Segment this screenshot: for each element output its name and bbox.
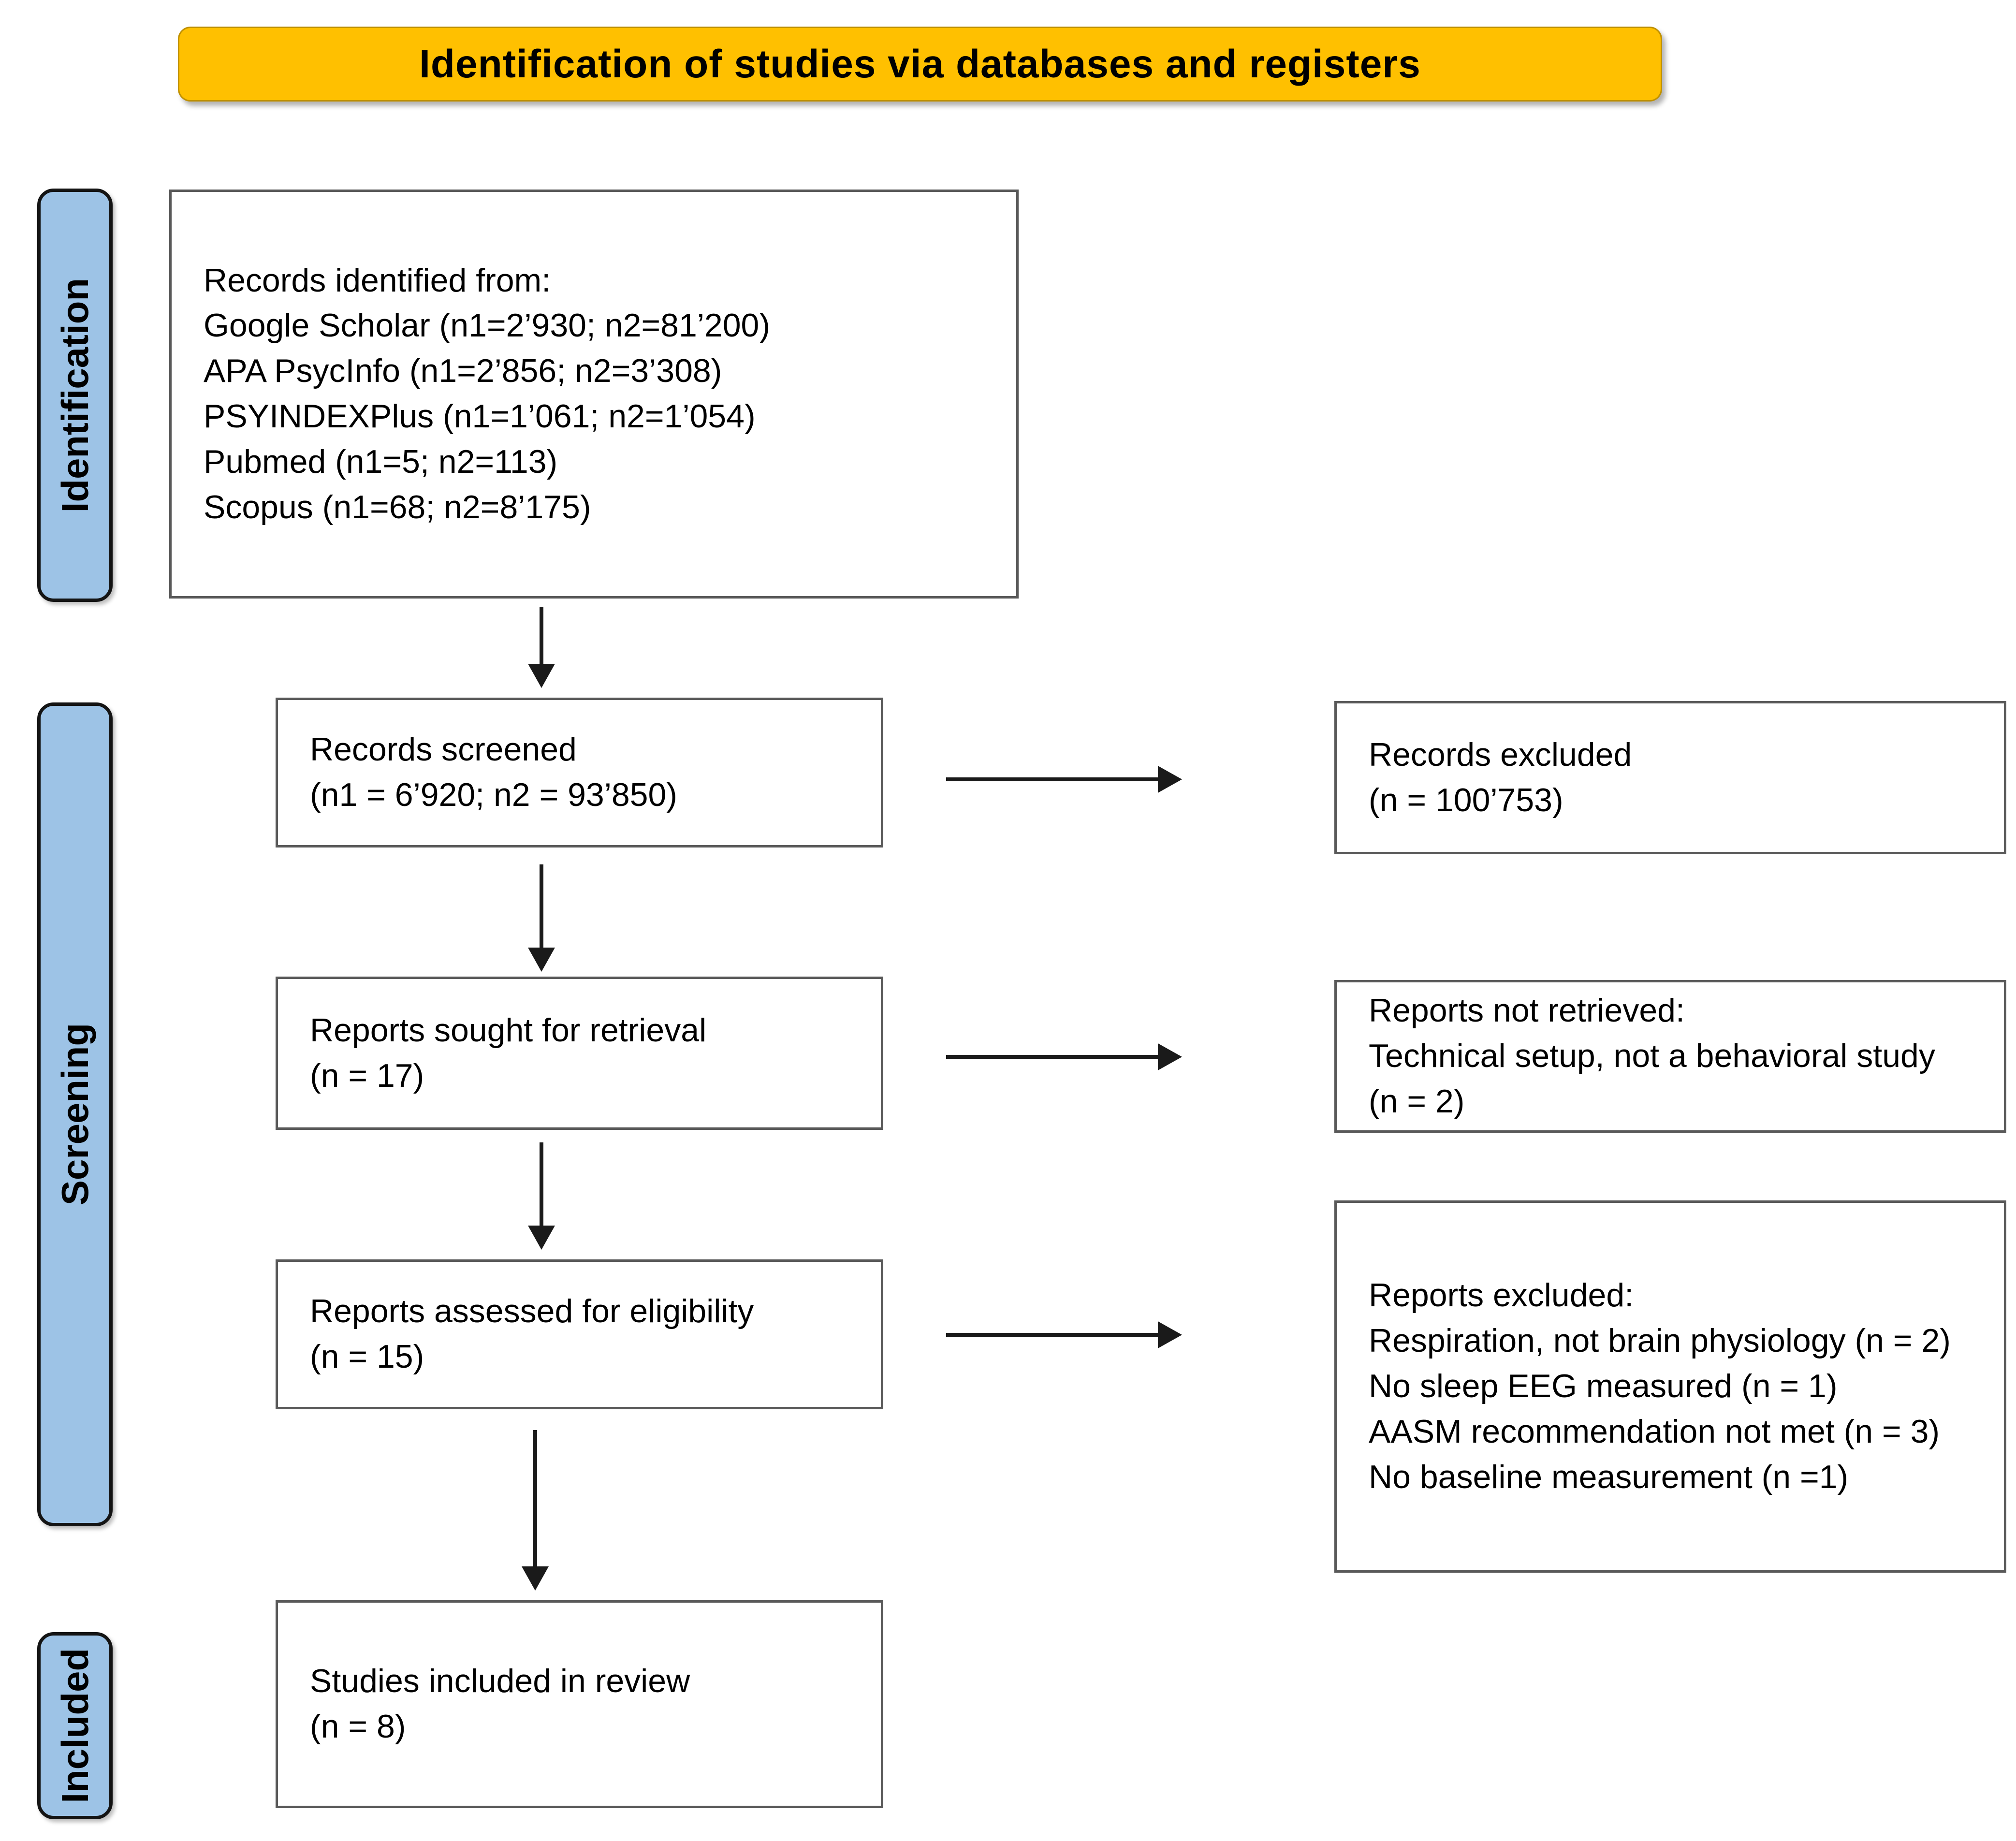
box-reports-sought <box>276 977 883 1130</box>
box-line: (n = 8) <box>310 1708 406 1745</box>
arrow-down-assessed-to-included <box>533 1430 537 1566</box>
box-records-excluded <box>1334 701 2006 854</box>
box-reports-assessed <box>276 1259 883 1409</box>
arrow-down-screened-to-sought <box>540 864 543 948</box>
arrow-right-sought-to-not-retrieved <box>946 1055 1158 1059</box>
box-line: (n = 2) <box>1369 1082 1465 1120</box>
box-line: (n = 17) <box>310 1057 424 1094</box>
arrow-right-assessed-to-excluded <box>946 1333 1158 1337</box>
box-records-screened <box>276 698 883 847</box>
arrow-right-screened-to-excluded <box>946 777 1158 781</box>
box-line: Google Scholar (n1=2’930; n2=81’200) <box>204 307 770 344</box>
box-line: Records excluded <box>1369 736 1632 773</box>
box-reports-not-retrieved <box>1334 980 2006 1133</box>
box-line: Reports assessed for eligibility <box>310 1293 754 1330</box>
box-records-identified <box>169 190 1019 599</box>
phase-label-included <box>37 1632 113 1819</box>
box-line: No sleep EEG measured (n = 1) <box>1369 1368 1838 1405</box>
box-line: Technical setup, not a behavioral study <box>1369 1037 1935 1075</box>
box-line: Reports sought for retrieval <box>310 1011 707 1049</box>
box-line: Scopus (n1=68; n2=8’175) <box>204 488 591 526</box>
box-line: Studies included in review <box>310 1663 690 1700</box>
box-line: (n1 = 6’920; n2 = 93’850) <box>310 776 677 813</box>
box-line: No baseline measurement (n =1) <box>1369 1458 1849 1495</box>
box-line: Pubmed (n1=5; n2=113) <box>204 443 558 480</box>
box-line: Reports excluded: <box>1369 1277 1634 1314</box>
banner-title-text: Identification of studies via databases and registers <box>419 42 1421 86</box>
phase-label-screening-text: Screening <box>53 1023 96 1206</box>
box-line: Records screened <box>310 731 577 768</box>
box-line: (n = 15) <box>310 1338 424 1375</box>
arrow-down-identified-to-screened <box>540 607 543 664</box>
phase-label-screening <box>37 702 113 1526</box>
box-line: AASM recommendation not met (n = 3) <box>1369 1413 1940 1450</box>
box-line: (n = 100’753) <box>1369 781 1563 818</box>
box-reports-excluded <box>1334 1200 2006 1573</box>
box-line: Respiration, not brain physiology (n = 2) <box>1369 1322 1951 1359</box>
box-line: Reports not retrieved: <box>1369 992 1685 1029</box>
phase-label-identification-text: Identification <box>53 278 96 513</box>
box-line: APA PsycInfo (n1=2’856; n2=3’308) <box>204 352 722 390</box>
phase-label-identification <box>37 189 113 602</box>
box-line: PSYINDEXPlus (n1=1’061; n2=1’054) <box>204 398 756 435</box>
banner-title <box>178 27 1662 102</box>
box-studies-included <box>276 1600 883 1808</box>
arrow-down-sought-to-assessed <box>540 1142 543 1226</box>
phase-label-included-text: Included <box>53 1648 96 1803</box>
box-line: Records identified from: <box>204 262 551 299</box>
